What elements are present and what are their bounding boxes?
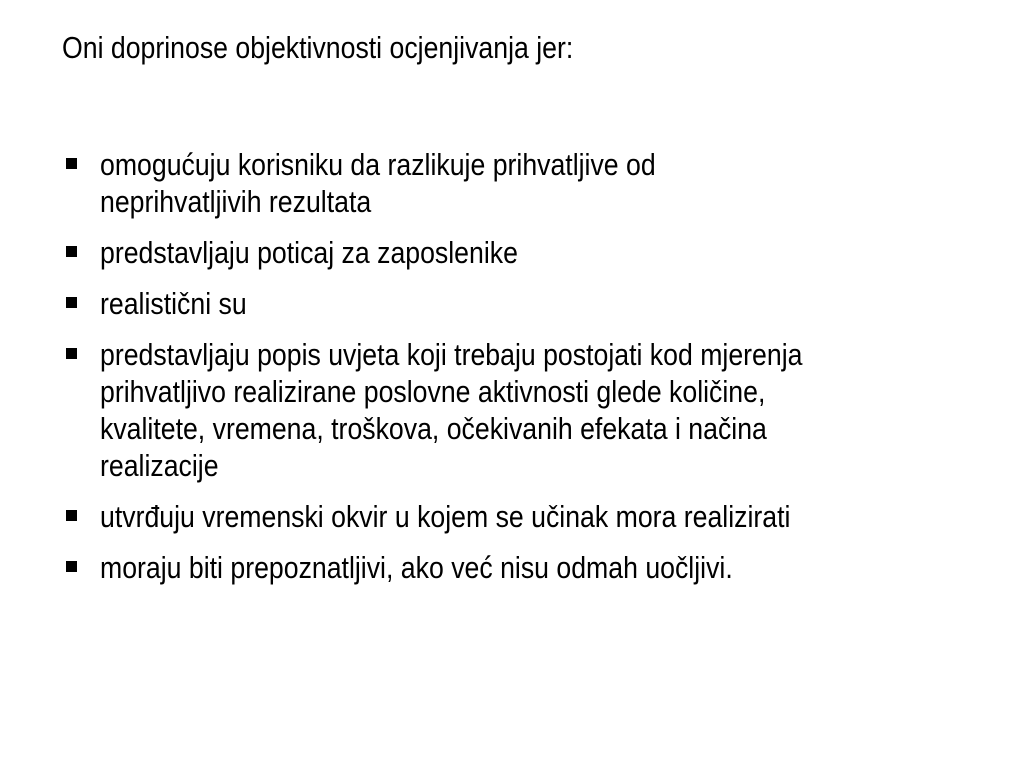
bullet-line: moraju biti prepoznatljivi, ako već nisu odmah uočljivi.	[100, 550, 733, 585]
bullet-text	[100, 549, 960, 586]
intro-text: Oni doprinose objektivnosti ocjenjivanja jer:	[62, 30, 574, 65]
bullet-line: prihvatljivo realizirane poslovne aktivnosti glede količine,	[100, 374, 766, 409]
bullet-line: omogućuju korisniku da razlikuje prihvatljive od	[100, 147, 656, 182]
bullet-line: kvalitete, vremena, troškova, očekivanih efekata i načina	[100, 411, 767, 446]
bullet-text	[100, 498, 960, 535]
bullet-line: predstavljaju poticaj za zaposlenike	[100, 235, 518, 270]
bullet-item	[62, 234, 962, 271]
bullet-text	[100, 285, 960, 322]
square-bullet-icon	[66, 510, 77, 521]
bullet-item	[62, 549, 962, 586]
bullet-line: realizacije	[100, 448, 219, 483]
bullet-item	[62, 285, 962, 322]
bullet-line: realistični su	[100, 286, 247, 321]
bullet-item	[62, 146, 962, 220]
bullet-item	[62, 498, 962, 535]
square-bullet-icon	[66, 348, 77, 359]
square-bullet-icon	[66, 158, 77, 169]
bullet-text	[100, 336, 960, 484]
square-bullet-icon	[66, 561, 77, 572]
bullet-line: predstavljaju popis uvjeta koji trebaju postojati kod mjerenja	[100, 337, 803, 372]
square-bullet-icon	[66, 246, 77, 257]
square-bullet-icon	[66, 297, 77, 308]
bullet-text	[100, 146, 960, 220]
bullet-item	[62, 336, 962, 484]
bullet-list	[62, 146, 962, 600]
bullet-text	[100, 234, 960, 271]
bullet-line: neprihvatljivih rezultata	[100, 184, 372, 219]
bullet-line: utvrđuju vremenski okvir u kojem se učinak mora realizirati	[100, 499, 791, 534]
